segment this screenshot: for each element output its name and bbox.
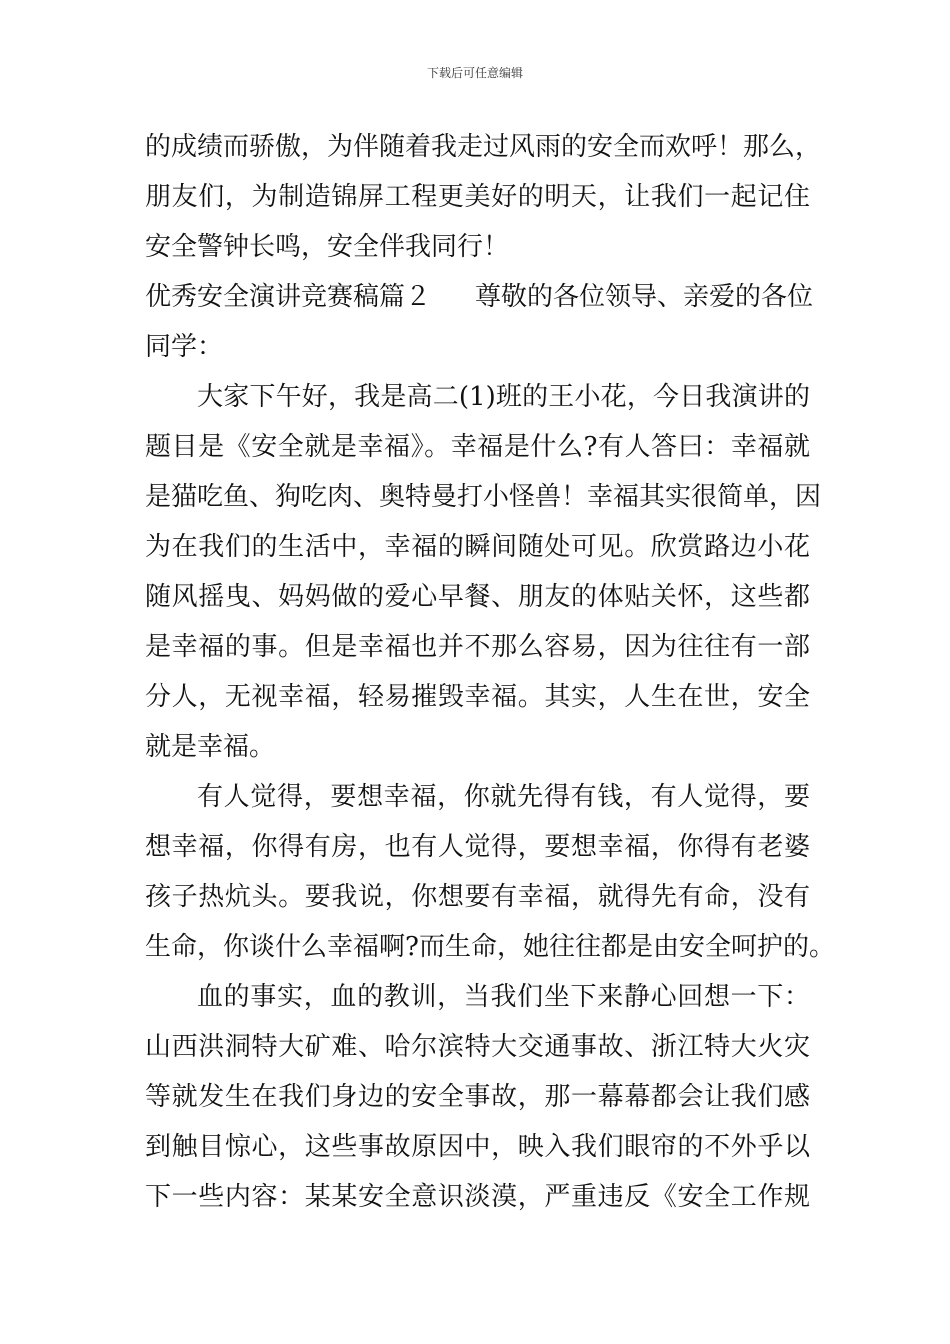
text-line: 到触目惊心，这些事故原因中，映入我们眼帘的不外乎以 — [145, 1132, 810, 1162]
text-segment: 尊敬的各位领导、亲爱的各位 — [475, 282, 814, 312]
paragraph — [145, 272, 814, 372]
text-line: 题目是《安全就是幸福》。幸福是什么?有人答曰：幸福就 — [145, 432, 810, 462]
text-line: 是猫吃鱼、狗吃肉、奥特曼打小怪兽！幸福其实很简单，因 — [145, 482, 822, 512]
text-line: 随风摇曳、妈妈做的爱心早餐、朋友的体贴关怀，这些都 — [145, 582, 810, 612]
paragraph — [145, 122, 822, 272]
text-line: 大家下午好，我是高二(1)班的王小花，今日我演讲的 — [197, 382, 810, 412]
text-line: 朋友们，为制造锦屏工程更美好的明天，让我们一起记住 — [145, 182, 810, 212]
paragraph — [145, 972, 810, 1222]
text-line: 就是幸福。 — [145, 732, 276, 762]
paragraph — [145, 772, 835, 972]
text-line: 山西洪洞特大矿难、哈尔滨特大交通事故、浙江特大火灾 — [145, 1032, 810, 1062]
text-line: 血的事实，血的教训，当我们坐下来静心回想一下： — [197, 982, 810, 1012]
text-line — [145, 272, 814, 322]
document-body — [145, 122, 835, 1222]
text-line: 是幸福的事。但是幸福也并不那么容易，因为往往有一部 — [145, 632, 810, 662]
text-line: 孩子热炕头。要我说，你想要有幸福，就得先有命，没有 — [145, 882, 810, 912]
section-heading: 优秀安全演讲竞赛稿篇２ — [145, 282, 432, 312]
text-line: 同学： — [145, 332, 224, 362]
text-line: 的成绩而骄傲，为伴随着我走过风雨的安全而欢呼！那么， — [145, 132, 822, 162]
page-header: 下载后可任意编辑 — [426, 66, 523, 80]
text-line: 想幸福，你得有房，也有人觉得，要想幸福，你得有老婆 — [145, 832, 810, 862]
text-line: 安全警钟长鸣，安全伴我同行！ — [145, 232, 510, 262]
text-line: 分人，无视幸福，轻易摧毁幸福。其实，人生在世，安全 — [145, 682, 810, 712]
text-line: 下一些内容：某某安全意识淡漠，严重违反《安全工作规 — [145, 1182, 810, 1212]
text-line: 等就发生在我们身边的安全事故，那一幕幕都会让我们感 — [145, 1082, 810, 1112]
text-line: 生命，你谈什么幸福啊?而生命，她往往都是由安全呵护的。 — [145, 932, 835, 962]
paragraph — [145, 372, 822, 772]
text-line: 为在我们的生活中，幸福的瞬间随处可见。欣赏路边小花 — [145, 532, 810, 562]
text-line: 有人觉得，要想幸福，你就先得有钱，有人觉得，要 — [197, 782, 810, 812]
